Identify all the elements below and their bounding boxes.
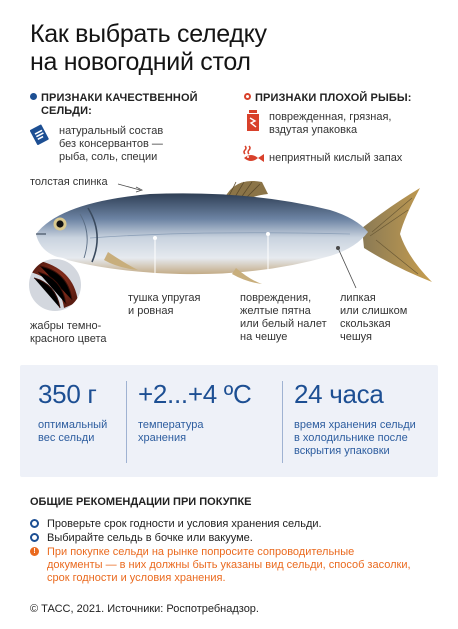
smelly-fish-icon [241, 144, 265, 164]
stat-label-line: температура [138, 419, 204, 431]
recommendation-item [30, 532, 440, 546]
callout-body-line: и ровная [128, 305, 174, 317]
recommendation-text: Выбирайте сельдь в бочке или вакууме. [47, 532, 253, 544]
stat-weight-value: 350 г [38, 379, 97, 409]
recommendation-line: документы — в них должны быть указаны вид сельди, способ засолки, [47, 559, 411, 571]
callout-body [128, 292, 201, 318]
stat-divider [126, 381, 127, 463]
callout-sticky-line: или слишком [340, 305, 408, 317]
callout-sticky-line: липкая [340, 292, 376, 304]
stat-label-line: вес сельди [38, 432, 95, 444]
good-sign-line: без консервантов — [59, 138, 163, 150]
red-dot-icon [244, 93, 251, 100]
bad-sign-line: вздутая упаковка [269, 124, 358, 136]
stat-temperature-label [138, 419, 251, 445]
callout-damage-line: или белый налет [240, 318, 327, 330]
callout-sticky [340, 292, 407, 344]
recommendation-warning-text [47, 546, 411, 585]
damaged-package-icon [245, 109, 261, 133]
stat-weight [38, 379, 107, 445]
recommendation-line: При покупке сельди на рынке попросите сопроводительные [47, 546, 355, 558]
stat-temperature [138, 379, 251, 445]
stat-label-line: время хранения сельди [294, 419, 416, 431]
recommendation-item [30, 518, 440, 532]
stat-divider [282, 381, 283, 463]
callout-gills [30, 320, 107, 346]
stat-temperature-value: +2...+4 ºC [138, 379, 252, 409]
good-signs-heading [30, 92, 230, 118]
stat-storage-value: 24 часа [294, 379, 384, 409]
callout-sticky-line: чешуя [340, 331, 373, 343]
bad-sign-package [269, 111, 391, 137]
callout-gills-line: жабры темно- [30, 320, 102, 332]
recommendations-heading: ОБЩИЕ РЕКОМЕНДАЦИИ ПРИ ПОКУПКЕ [30, 496, 252, 508]
bad-signs-heading [244, 92, 444, 105]
callout-damage [240, 292, 327, 344]
stat-storage-label [294, 419, 416, 458]
callout-back: толстая спинка [30, 176, 108, 188]
credits: © ТАСС, 2021. Источники: Роспотребнадзор. [30, 603, 259, 615]
stats-panel [20, 365, 438, 477]
title-line-2: на новогодний стол [30, 48, 251, 76]
callout-damage-line: на чешуе [240, 331, 288, 343]
callout-sticky-line: скользкая [340, 318, 391, 330]
stat-label-line: вскрытия упаковки [294, 445, 390, 457]
stat-label-line: хранения [138, 432, 187, 444]
good-sign-line: натуральный состав [59, 125, 164, 137]
good-sign-line: рыба, соль, специи [59, 151, 158, 163]
bad-sign-line: поврежденная, грязная, [269, 111, 392, 123]
callout-damage-line: желтые пятна [240, 305, 311, 317]
recommendation-line: срок годности и условия хранения. [47, 572, 226, 584]
stat-label-line: в холодильнике после [294, 432, 408, 444]
bad-sign-smell [269, 152, 402, 165]
stat-label-line: оптимальный [38, 419, 108, 431]
fish-body [36, 193, 368, 274]
recommendation-warning [30, 546, 440, 588]
callout-damage-line: повреждения, [240, 292, 312, 304]
info-bullet-icon [30, 519, 39, 528]
info-bullet-icon [30, 533, 39, 542]
callout-body-line: тушка упругая [128, 292, 201, 304]
callout-gills-line: красного цвета [30, 333, 107, 345]
stat-storage-time [294, 379, 416, 458]
stat-weight-label [38, 419, 107, 445]
recommendation-text: Проверьте срок годности и условия хранения сельди. [47, 518, 322, 530]
tail-fin [362, 188, 432, 282]
bad-sign-line: неприятный кислый запах [269, 152, 403, 164]
blue-dot-icon [30, 93, 37, 100]
title-line-1: Как выбрать селедку [30, 20, 267, 48]
good-heading-line-2: СЕЛЬДИ: [41, 105, 92, 117]
document-icon [30, 124, 50, 146]
page-title [30, 20, 430, 76]
warning-icon [30, 547, 39, 556]
good-heading-line-1: ПРИЗНАКИ КАЧЕСТВЕННОЙ [41, 92, 198, 104]
bad-heading-text: ПРИЗНАКИ ПЛОХОЙ РЫБЫ: [255, 92, 412, 104]
good-sign-natural [59, 125, 163, 164]
